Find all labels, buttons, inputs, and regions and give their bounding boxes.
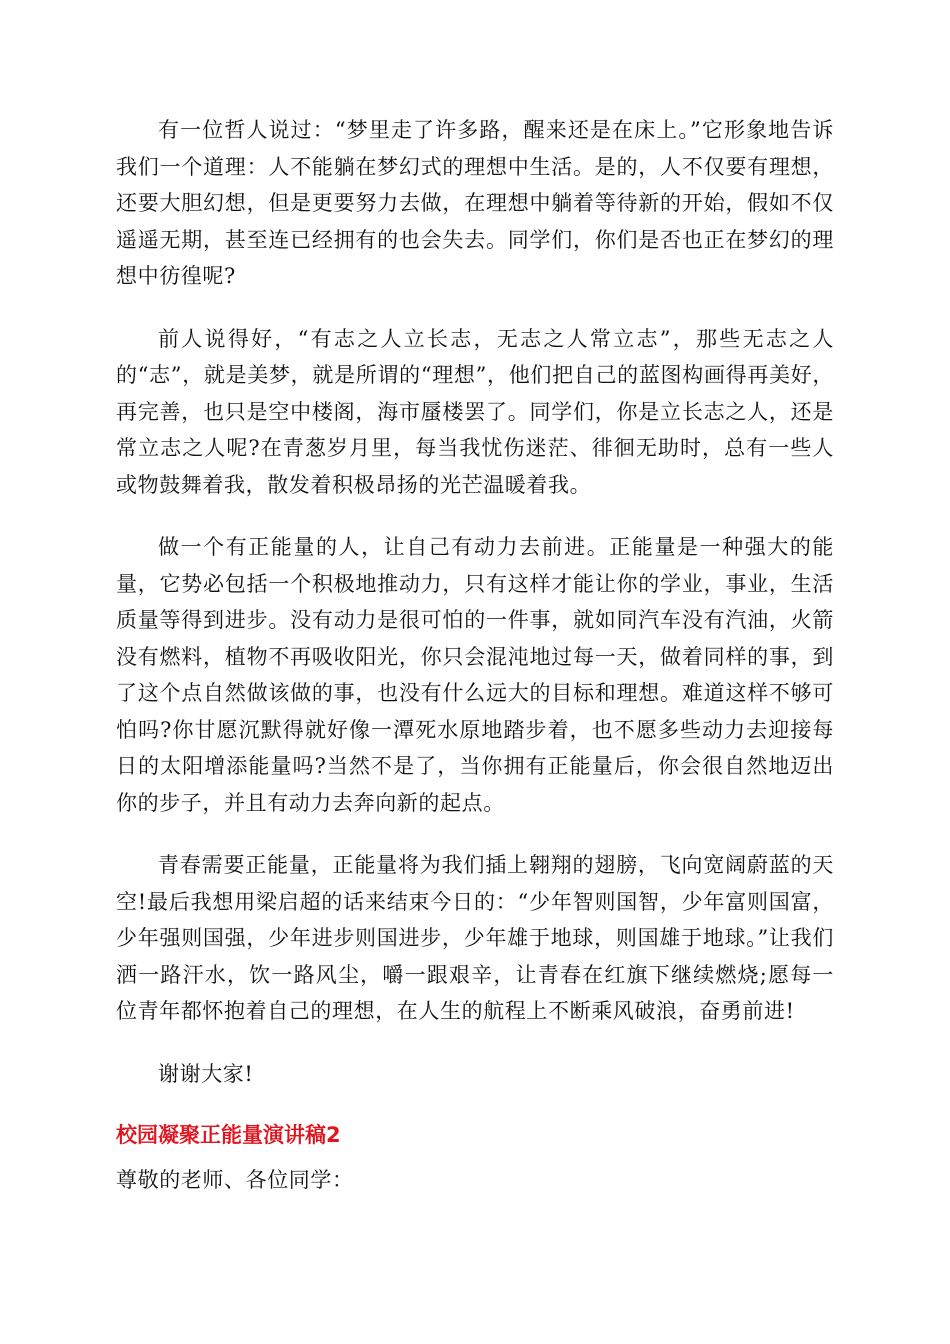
paragraph-youth: 青春需要正能量，正能量将为我们插上翱翔的翅膀，飞向宽阔蔚蓝的天空!最后我想用梁启超的话来结束今日的：“少年智则国智，少年富则国富，少年强则国强，少年进步则国进步，少年雄于地球，则国雄于地球。”让我们洒一路汗水，饮一路风尘，嚼一跟艰辛，让青春在红旗下继续燃烧;愿每一位青年都怀抱着自己的理想，在人生的航程上不断乘风破浪，奋勇前进! (116, 853, 834, 1023)
paragraph-thanks: 谢谢大家! (158, 1061, 254, 1086)
document-page (116, 112, 834, 1199)
paragraph-philosopher-quote: 有一位哲人说过：“梦里走了许多路，醒来还是在床上。”它形象地告诉我们一个道理：人不能躺在梦幻式的理想中生活。是的，人不仅要有理想，还要大胆幻想，但是更要努力去做，在理想中躺着等待新的开始，假如不仅遥遥无期，甚至连已经拥有的也会失去。同学们，你们是否也正在梦幻的理想中彷徨呢? (116, 118, 834, 288)
paragraph-ambition: 前人说得好，“有志之人立长志，无志之人常立志”，那些无志之人的“志”，就是美梦，就是所谓的“理想”，他们把自己的蓝图构画得再美好，再完善，也只是空中楼阁，海市蜃楼罢了。同学们，你是立长志之人，还是常立志之人呢?在青葱岁月里，每当我忧伤迷茫、徘徊无助时，总有一些人或物鼓舞着我，散发着积极昂扬的光芒温暖着我。 (116, 326, 834, 497)
paragraph-positive-energy: 做一个有正能量的人，让自己有动力去前进。正能量是一种强大的能量，它势必包括一个积极地推动力，只有这样才能让你的学业，事业，生活质量等得到进步。没有动力是很可怕的一件事，就如同汽车没有汽油，火箭没有燃料，植物不再吸收阳光，你只会混沌地过每一天，做着同样的事，到了这个点自然做该做的事，也没有什么远大的目标和理想。难道这样不够可怕吗?你甘愿沉默得就好像一潭死水原地踏步着，也不愿多些动力去迎接每日的太阳增添能量吗?当然不是了，当你拥有正能量后，你会很自然地迈出你的步子，并且有动力去奔向新的起点。 (116, 535, 834, 815)
salutation: 尊敬的老师、各位同学： (116, 1168, 354, 1192)
section-heading: 校园凝聚正能量演讲稿2 (116, 1123, 341, 1147)
